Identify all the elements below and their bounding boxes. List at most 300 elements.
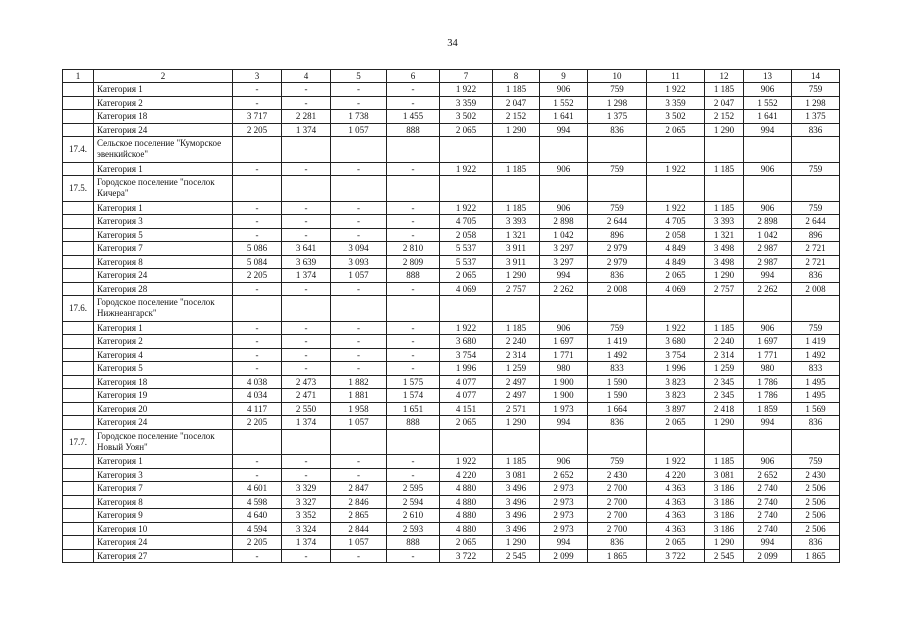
value-cell: 1 664 bbox=[588, 402, 647, 416]
category-name: Категория 1 bbox=[94, 162, 233, 176]
value-cell: 3 754 bbox=[440, 348, 493, 362]
column-header: 14 bbox=[792, 70, 840, 83]
column-header: 6 bbox=[387, 70, 440, 83]
value-cell: 2 644 bbox=[792, 215, 840, 229]
row-number-cell bbox=[63, 255, 94, 269]
value-cell: - bbox=[387, 362, 440, 376]
value-cell: - bbox=[331, 162, 387, 176]
value-cell: 4 220 bbox=[647, 468, 705, 482]
value-cell: 896 bbox=[792, 228, 840, 242]
value-cell: 759 bbox=[792, 162, 840, 176]
value-cell: 3 186 bbox=[705, 509, 744, 523]
value-cell: 1 185 bbox=[493, 201, 540, 215]
value-cell: - bbox=[282, 96, 331, 110]
value-cell: 2 550 bbox=[282, 402, 331, 416]
empty-cell bbox=[282, 137, 331, 163]
value-cell: 2 721 bbox=[792, 242, 840, 256]
value-cell: 2 065 bbox=[440, 416, 493, 430]
table-row bbox=[63, 362, 840, 376]
value-cell: 906 bbox=[744, 83, 792, 97]
value-cell: 4 594 bbox=[233, 522, 282, 536]
empty-cell bbox=[744, 137, 792, 163]
value-cell: 1 185 bbox=[493, 455, 540, 469]
value-cell: 888 bbox=[387, 123, 440, 137]
value-cell: 1 771 bbox=[540, 348, 588, 362]
empty-cell bbox=[588, 429, 647, 455]
row-number-cell bbox=[63, 362, 94, 376]
value-cell: 759 bbox=[588, 455, 647, 469]
value-cell: 906 bbox=[540, 83, 588, 97]
table-row bbox=[63, 509, 840, 523]
value-cell: - bbox=[331, 335, 387, 349]
value-cell: 4 077 bbox=[440, 389, 493, 403]
value-cell: 906 bbox=[744, 321, 792, 335]
value-cell: - bbox=[282, 455, 331, 469]
value-cell: 4 880 bbox=[440, 482, 493, 496]
row-number-cell bbox=[63, 162, 94, 176]
value-cell: 1 641 bbox=[540, 110, 588, 124]
value-cell: - bbox=[387, 468, 440, 482]
value-cell: 2 979 bbox=[588, 255, 647, 269]
section-number: 17.4. bbox=[63, 137, 94, 163]
value-cell: 2 740 bbox=[744, 482, 792, 496]
value-cell: - bbox=[282, 201, 331, 215]
section-number: 17.7. bbox=[63, 429, 94, 455]
value-cell: 2 008 bbox=[792, 282, 840, 296]
empty-cell bbox=[540, 137, 588, 163]
empty-cell bbox=[331, 296, 387, 322]
value-cell: 759 bbox=[792, 455, 840, 469]
empty-cell bbox=[282, 296, 331, 322]
value-cell: 1 185 bbox=[705, 455, 744, 469]
empty-cell bbox=[792, 429, 840, 455]
value-cell: 980 bbox=[540, 362, 588, 376]
row-number-cell bbox=[63, 455, 94, 469]
value-cell: 1 697 bbox=[540, 335, 588, 349]
value-cell: 2 418 bbox=[705, 402, 744, 416]
value-cell: - bbox=[282, 162, 331, 176]
empty-cell bbox=[647, 176, 705, 202]
empty-cell bbox=[588, 296, 647, 322]
value-cell: 4 363 bbox=[647, 482, 705, 496]
category-name: Категория 18 bbox=[94, 375, 233, 389]
row-number-cell bbox=[63, 110, 94, 124]
value-cell: 2 065 bbox=[647, 536, 705, 550]
value-cell: 2 652 bbox=[540, 468, 588, 482]
value-cell: 3 897 bbox=[647, 402, 705, 416]
value-cell: 836 bbox=[792, 269, 840, 283]
value-cell: 4 598 bbox=[233, 495, 282, 509]
value-cell: 2 065 bbox=[647, 123, 705, 137]
row-number-cell bbox=[63, 201, 94, 215]
value-cell: 1 552 bbox=[744, 96, 792, 110]
category-name: Категория 24 bbox=[94, 416, 233, 430]
value-cell: - bbox=[233, 162, 282, 176]
empty-cell bbox=[387, 176, 440, 202]
value-cell: 1 865 bbox=[588, 549, 647, 563]
value-cell: 2 471 bbox=[282, 389, 331, 403]
row-number-cell bbox=[63, 335, 94, 349]
value-cell: 2 652 bbox=[744, 468, 792, 482]
value-cell: 2 473 bbox=[282, 375, 331, 389]
value-cell: 2 205 bbox=[233, 536, 282, 550]
value-cell: 2 809 bbox=[387, 255, 440, 269]
value-cell: 5 086 bbox=[233, 242, 282, 256]
value-cell: 4 849 bbox=[647, 255, 705, 269]
table-row bbox=[63, 96, 840, 110]
table-row bbox=[63, 282, 840, 296]
value-cell: 906 bbox=[540, 455, 588, 469]
value-cell: 1 290 bbox=[705, 416, 744, 430]
value-cell: 1 786 bbox=[744, 375, 792, 389]
value-cell: 3 186 bbox=[705, 522, 744, 536]
value-cell: 4 880 bbox=[440, 509, 493, 523]
table-row bbox=[63, 162, 840, 176]
value-cell: 3 329 bbox=[282, 482, 331, 496]
empty-cell bbox=[744, 176, 792, 202]
value-cell: - bbox=[282, 348, 331, 362]
category-name: Категория 1 bbox=[94, 321, 233, 335]
value-cell: 2 152 bbox=[493, 110, 540, 124]
value-cell: 994 bbox=[540, 269, 588, 283]
section-row bbox=[63, 296, 840, 322]
value-cell: 2 644 bbox=[588, 215, 647, 229]
value-cell: 3 722 bbox=[440, 549, 493, 563]
value-cell: 1 321 bbox=[705, 228, 744, 242]
value-cell: 994 bbox=[744, 123, 792, 137]
value-cell: 4 849 bbox=[647, 242, 705, 256]
value-cell: 1 922 bbox=[440, 162, 493, 176]
value-cell: 1 641 bbox=[744, 110, 792, 124]
empty-cell bbox=[440, 176, 493, 202]
value-cell: 4 601 bbox=[233, 482, 282, 496]
value-cell: 1 495 bbox=[792, 375, 840, 389]
value-cell: 3 680 bbox=[647, 335, 705, 349]
table-row bbox=[63, 348, 840, 362]
section-number: 17.5. bbox=[63, 176, 94, 202]
value-cell: 836 bbox=[792, 536, 840, 550]
table-row bbox=[63, 389, 840, 403]
value-cell: 1 419 bbox=[588, 335, 647, 349]
table-row bbox=[63, 242, 840, 256]
row-number-cell bbox=[63, 282, 94, 296]
column-header: 4 bbox=[282, 70, 331, 83]
value-cell: 2 740 bbox=[744, 495, 792, 509]
table-row bbox=[63, 468, 840, 482]
empty-cell bbox=[647, 137, 705, 163]
value-cell: 759 bbox=[792, 201, 840, 215]
value-cell: 1 922 bbox=[440, 321, 493, 335]
value-cell: 1 786 bbox=[744, 389, 792, 403]
value-cell: 759 bbox=[588, 162, 647, 176]
empty-cell bbox=[331, 137, 387, 163]
value-cell: 5 537 bbox=[440, 242, 493, 256]
value-cell: 994 bbox=[744, 416, 792, 430]
empty-cell bbox=[705, 429, 744, 455]
category-name: Категория 5 bbox=[94, 228, 233, 242]
value-cell: 759 bbox=[792, 321, 840, 335]
value-cell: 3 393 bbox=[705, 215, 744, 229]
value-cell: 906 bbox=[540, 201, 588, 215]
empty-cell bbox=[387, 137, 440, 163]
value-cell: 2 152 bbox=[705, 110, 744, 124]
value-cell: 1 495 bbox=[792, 389, 840, 403]
value-cell: 4 077 bbox=[440, 375, 493, 389]
value-cell: 2 973 bbox=[540, 482, 588, 496]
row-number-cell bbox=[63, 468, 94, 482]
value-cell: 2 262 bbox=[744, 282, 792, 296]
value-cell: 1 900 bbox=[540, 389, 588, 403]
value-cell: 2 740 bbox=[744, 522, 792, 536]
value-cell: - bbox=[282, 282, 331, 296]
value-cell: 2 979 bbox=[588, 242, 647, 256]
column-header: 1 bbox=[63, 70, 94, 83]
value-cell: 1 298 bbox=[792, 96, 840, 110]
value-cell: - bbox=[233, 549, 282, 563]
value-cell: 3 496 bbox=[493, 509, 540, 523]
value-cell: 1 374 bbox=[282, 536, 331, 550]
value-cell: 3 823 bbox=[647, 389, 705, 403]
table-row bbox=[63, 335, 840, 349]
value-cell: 1 771 bbox=[744, 348, 792, 362]
value-cell: - bbox=[331, 282, 387, 296]
empty-cell bbox=[792, 176, 840, 202]
value-cell: 4 220 bbox=[440, 468, 493, 482]
category-name: Категория 1 bbox=[94, 455, 233, 469]
value-cell: - bbox=[233, 455, 282, 469]
value-cell: 2 594 bbox=[387, 495, 440, 509]
value-cell: - bbox=[387, 282, 440, 296]
value-cell: 2 345 bbox=[705, 375, 744, 389]
value-cell: 1 590 bbox=[588, 389, 647, 403]
value-cell: 1 996 bbox=[647, 362, 705, 376]
value-cell: 3 359 bbox=[440, 96, 493, 110]
value-cell: 3 498 bbox=[705, 255, 744, 269]
value-cell: 2 008 bbox=[588, 282, 647, 296]
value-cell: 1 922 bbox=[440, 455, 493, 469]
empty-cell bbox=[540, 429, 588, 455]
category-name: Категория 18 bbox=[94, 110, 233, 124]
row-number-cell bbox=[63, 123, 94, 137]
row-number-cell bbox=[63, 389, 94, 403]
category-name: Категория 2 bbox=[94, 335, 233, 349]
value-cell: 1 185 bbox=[705, 83, 744, 97]
value-cell: 1 290 bbox=[493, 416, 540, 430]
value-cell: 1 996 bbox=[440, 362, 493, 376]
value-cell: 3 911 bbox=[493, 255, 540, 269]
section-row bbox=[63, 429, 840, 455]
value-cell: - bbox=[282, 215, 331, 229]
value-cell: - bbox=[387, 549, 440, 563]
value-cell: - bbox=[387, 162, 440, 176]
value-cell: 2 262 bbox=[540, 282, 588, 296]
row-number-cell bbox=[63, 375, 94, 389]
value-cell: - bbox=[331, 362, 387, 376]
value-cell: 4 640 bbox=[233, 509, 282, 523]
value-cell: 2 047 bbox=[493, 96, 540, 110]
value-cell: - bbox=[387, 455, 440, 469]
value-cell: - bbox=[282, 321, 331, 335]
category-name: Категория 7 bbox=[94, 482, 233, 496]
row-number-cell bbox=[63, 348, 94, 362]
table-row bbox=[63, 495, 840, 509]
value-cell: - bbox=[387, 321, 440, 335]
category-name: Категория 3 bbox=[94, 468, 233, 482]
value-cell: - bbox=[387, 96, 440, 110]
value-cell: 1 290 bbox=[493, 536, 540, 550]
row-number-cell bbox=[63, 509, 94, 523]
value-cell: - bbox=[331, 348, 387, 362]
value-cell: - bbox=[331, 228, 387, 242]
value-cell: 2 571 bbox=[493, 402, 540, 416]
value-cell: 2 757 bbox=[493, 282, 540, 296]
value-cell: 906 bbox=[744, 201, 792, 215]
value-cell: 1 922 bbox=[647, 455, 705, 469]
value-cell: 2 847 bbox=[331, 482, 387, 496]
table-body bbox=[63, 70, 840, 563]
value-cell: 2 844 bbox=[331, 522, 387, 536]
value-cell: 3 722 bbox=[647, 549, 705, 563]
category-name: Категория 9 bbox=[94, 509, 233, 523]
value-cell: - bbox=[233, 83, 282, 97]
value-cell: 1 859 bbox=[744, 402, 792, 416]
value-cell: 2 973 bbox=[540, 509, 588, 523]
category-name: Категория 20 bbox=[94, 402, 233, 416]
table-row bbox=[63, 402, 840, 416]
value-cell: 1 321 bbox=[493, 228, 540, 242]
value-cell: - bbox=[233, 321, 282, 335]
empty-cell bbox=[792, 137, 840, 163]
value-cell: 3 754 bbox=[647, 348, 705, 362]
section-title: Городское поселение "поселок Новый Уоян" bbox=[94, 429, 233, 455]
empty-cell bbox=[233, 176, 282, 202]
value-cell: 759 bbox=[588, 201, 647, 215]
empty-cell bbox=[705, 137, 744, 163]
value-cell: 836 bbox=[588, 416, 647, 430]
value-cell: 2 205 bbox=[233, 416, 282, 430]
value-cell: 3 297 bbox=[540, 255, 588, 269]
empty-cell bbox=[588, 137, 647, 163]
value-cell: 2 610 bbox=[387, 509, 440, 523]
value-cell: 1 882 bbox=[331, 375, 387, 389]
value-cell: 2 506 bbox=[792, 522, 840, 536]
category-name: Категория 1 bbox=[94, 201, 233, 215]
value-cell: 2 099 bbox=[540, 549, 588, 563]
value-cell: 4 363 bbox=[647, 522, 705, 536]
table-row bbox=[63, 321, 840, 335]
value-cell: - bbox=[387, 215, 440, 229]
value-cell: 3 081 bbox=[493, 468, 540, 482]
value-cell: 3 186 bbox=[705, 495, 744, 509]
column-header: 13 bbox=[744, 70, 792, 83]
value-cell: - bbox=[331, 321, 387, 335]
value-cell: 1 922 bbox=[647, 83, 705, 97]
value-cell: - bbox=[282, 228, 331, 242]
value-cell: 4 038 bbox=[233, 375, 282, 389]
value-cell: 2 987 bbox=[744, 255, 792, 269]
value-cell: - bbox=[387, 201, 440, 215]
value-cell: 4 069 bbox=[440, 282, 493, 296]
value-cell: 2 058 bbox=[647, 228, 705, 242]
column-header: 10 bbox=[588, 70, 647, 83]
value-cell: 1 375 bbox=[792, 110, 840, 124]
table-row bbox=[63, 215, 840, 229]
row-number-cell bbox=[63, 482, 94, 496]
value-cell: 2 240 bbox=[493, 335, 540, 349]
value-cell: 3 496 bbox=[493, 522, 540, 536]
value-cell: 2 065 bbox=[440, 536, 493, 550]
value-cell: 888 bbox=[387, 536, 440, 550]
empty-cell bbox=[744, 296, 792, 322]
value-cell: 836 bbox=[792, 416, 840, 430]
table-row bbox=[63, 269, 840, 283]
value-cell: 1 865 bbox=[792, 549, 840, 563]
value-cell: 1 057 bbox=[331, 416, 387, 430]
value-cell: - bbox=[331, 201, 387, 215]
empty-cell bbox=[744, 429, 792, 455]
table-row bbox=[63, 123, 840, 137]
value-cell: 4 880 bbox=[440, 495, 493, 509]
value-cell: 1 185 bbox=[493, 321, 540, 335]
category-name: Категория 27 bbox=[94, 549, 233, 563]
value-cell: 2 700 bbox=[588, 482, 647, 496]
value-cell: 3 502 bbox=[440, 110, 493, 124]
empty-cell bbox=[331, 429, 387, 455]
value-cell: 759 bbox=[792, 83, 840, 97]
section-title: Сельское поселение "Куморское эвенкийское" bbox=[94, 137, 233, 163]
value-cell: 906 bbox=[540, 162, 588, 176]
value-cell: 2 593 bbox=[387, 522, 440, 536]
value-cell: 1 374 bbox=[282, 416, 331, 430]
column-header: 12 bbox=[705, 70, 744, 83]
value-cell: - bbox=[331, 468, 387, 482]
value-cell: 1 492 bbox=[792, 348, 840, 362]
value-cell: 1 881 bbox=[331, 389, 387, 403]
category-name: Категория 5 bbox=[94, 362, 233, 376]
value-cell: - bbox=[233, 215, 282, 229]
value-cell: 3 496 bbox=[493, 482, 540, 496]
value-cell: 1 185 bbox=[493, 162, 540, 176]
value-cell: 2 065 bbox=[440, 269, 493, 283]
value-cell: 3 498 bbox=[705, 242, 744, 256]
value-cell: 2 240 bbox=[705, 335, 744, 349]
category-name: Категория 8 bbox=[94, 495, 233, 509]
value-cell: 994 bbox=[744, 536, 792, 550]
value-cell: 906 bbox=[744, 162, 792, 176]
value-cell: 980 bbox=[744, 362, 792, 376]
value-cell: 1 290 bbox=[705, 269, 744, 283]
value-cell: 5 537 bbox=[440, 255, 493, 269]
empty-cell bbox=[233, 429, 282, 455]
empty-cell bbox=[647, 296, 705, 322]
empty-cell bbox=[440, 137, 493, 163]
empty-cell bbox=[493, 176, 540, 202]
value-cell: 3 327 bbox=[282, 495, 331, 509]
value-cell: 2 497 bbox=[493, 375, 540, 389]
value-cell: - bbox=[387, 83, 440, 97]
value-cell: 1 259 bbox=[493, 362, 540, 376]
value-cell: 1 298 bbox=[588, 96, 647, 110]
value-cell: 2 047 bbox=[705, 96, 744, 110]
value-cell: 1 057 bbox=[331, 536, 387, 550]
value-cell: 2 065 bbox=[647, 416, 705, 430]
value-cell: 3 359 bbox=[647, 96, 705, 110]
table-row bbox=[63, 455, 840, 469]
column-header: 8 bbox=[493, 70, 540, 83]
value-cell: 3 641 bbox=[282, 242, 331, 256]
value-cell: - bbox=[233, 228, 282, 242]
value-cell: 2 430 bbox=[588, 468, 647, 482]
